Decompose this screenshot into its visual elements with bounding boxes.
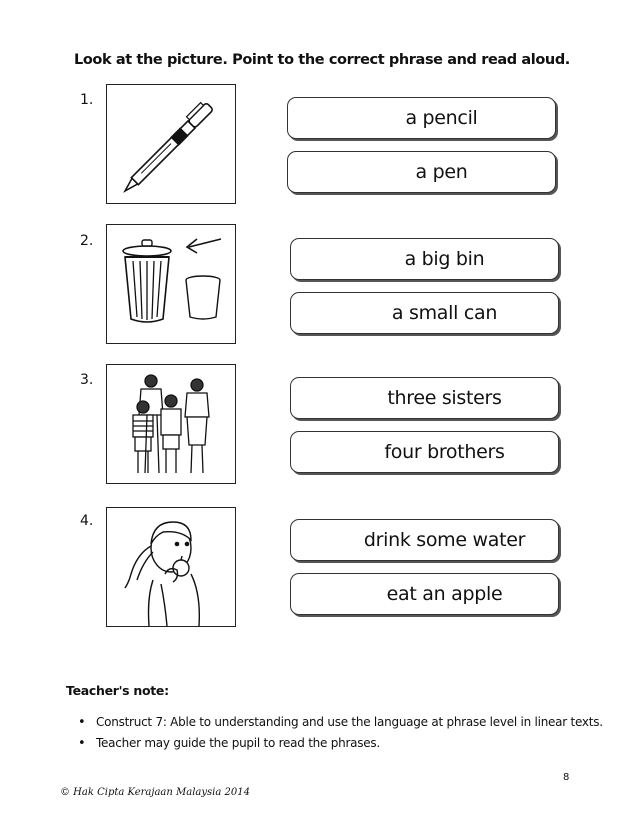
option-a-pen[interactable]: a pen [287,151,556,193]
question-number: 2. [80,233,94,249]
question-number: 3. [80,372,94,388]
bin-and-can-picture [106,224,236,344]
teacher-note-item: • Teacher may guide the pupil to read the phrases. [74,733,603,754]
teacher-note-title: Teacher's note: [66,683,169,698]
copyright-footer: © Hak Cipta Kerajaan Malaysia 2014 [60,787,250,798]
option-a-pencil[interactable]: a pencil [287,97,556,139]
four-boys-picture [106,364,236,484]
option-drink-some-water[interactable]: drink some water [290,519,559,561]
people-icon [107,365,235,483]
instruction-heading: Look at the picture. Point to the correct phrase and read aloud. [74,52,570,68]
option-a-small-can[interactable]: a small can [290,292,559,334]
girl-eating-picture [106,507,236,627]
option-three-sisters[interactable]: three sisters [290,377,559,419]
option-four-brothers[interactable]: four brothers [290,431,559,473]
pen-icon [107,85,235,203]
teacher-note-list [74,712,603,754]
pen-picture [106,84,236,204]
teacher-note-item: • Construct 7: Able to understanding and use the language at phrase level in linear texts. [74,712,603,733]
trash-bin-icon [107,225,235,343]
question-number: 4. [80,513,94,529]
girl-eating-icon [107,508,235,626]
option-a-big-bin[interactable]: a big bin [290,238,559,280]
option-eat-an-apple[interactable]: eat an apple [290,573,559,615]
question-number: 1. [80,92,94,108]
page-number: 8 [563,772,570,783]
